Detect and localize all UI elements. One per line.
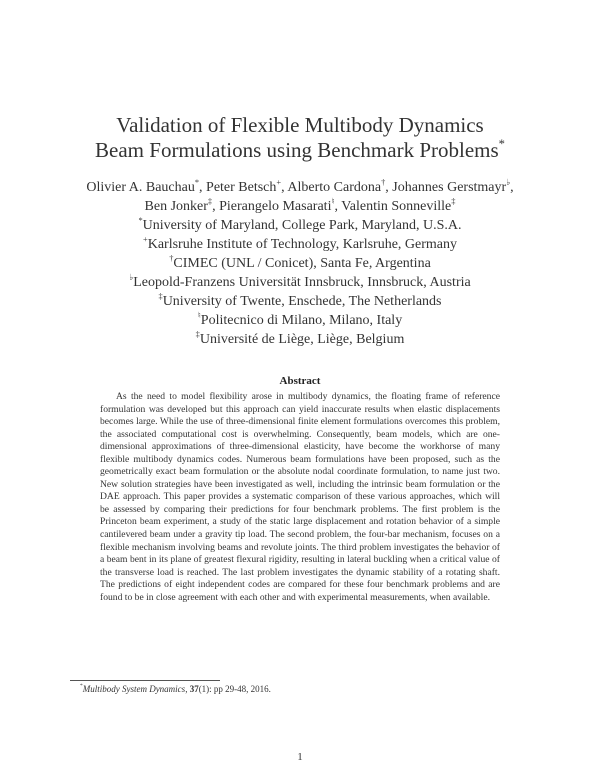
- affiliation-mark: ♮: [197, 310, 201, 320]
- author-mark: †: [381, 177, 386, 187]
- affiliation-text: Politecnico di Milano, Milano, Italy: [200, 313, 403, 328]
- affiliation: [0, 235, 600, 254]
- author-block: [0, 178, 600, 349]
- page-number: 1: [297, 751, 303, 763]
- author-separator: ,: [212, 199, 220, 214]
- author-mark: ‡: [207, 196, 213, 206]
- affiliation-mark: *: [138, 215, 143, 225]
- affiliation: [0, 292, 600, 311]
- author-separator: ,: [199, 180, 207, 195]
- affiliation-text: CIMEC (UNL / Conicet), Santa Fe, Argentina: [173, 256, 431, 271]
- footnote-separator: ,: [185, 684, 190, 694]
- affiliation-mark: ‡: [158, 291, 163, 301]
- footnote-mark: *: [80, 683, 83, 690]
- author-mark: ‡: [451, 196, 456, 206]
- footnote-rule: [70, 680, 220, 681]
- affiliation-text: Leopold-Franzens Universität Innsbruck, Innsbruck, Austria: [133, 275, 471, 290]
- author-mark: ♮: [331, 196, 335, 206]
- affiliation: [0, 216, 600, 235]
- affiliation: [0, 330, 600, 349]
- title-line-1: Validation of Flexible Multibody Dynamics: [116, 113, 484, 137]
- author-name: Pierangelo Masarati: [219, 199, 332, 214]
- author-separator: ,: [510, 180, 514, 195]
- author-name: Johannes Gerstmayr: [392, 180, 507, 195]
- title-line-2: [0, 138, 600, 163]
- author-name: Peter Betsch: [206, 180, 277, 195]
- affiliation-mark: ‡: [195, 329, 200, 339]
- author-mark: +: [276, 177, 282, 187]
- title-line-2-text: Beam Formulations using Benchmark Problems: [95, 138, 499, 162]
- footnote-pages-year: (1): pp 29-48, 2016.: [198, 684, 271, 694]
- title-footnote-mark: *: [498, 136, 505, 151]
- author-name: Olivier A. Bauchau: [86, 180, 195, 195]
- footnote: [80, 684, 271, 694]
- abstract-body: As the need to model flexibility arose in multibody dynamics, the floating frame of reference formulation was developed but this approach can yield inaccurate results when elastic displacements becomes large. While the use of three-dimensional finite element formulations overcomes this problem, the associated computational cost is overwhelming. Consequently, beam models, which are one-dimensional approximations of three-dimensional elasticity, have become the workhorse of many flexible multibody dynamics codes. Numerous beam formulations have been proposed, such as the geometrically exact beam formulation or the absolute nodal coordinate formulation, to name just two. New solution strategies have been investigated as well, including the intrinsic beam formulation or the DAE approach. This paper provides a systematic comparison of these various approaches, which will be assessed by comparing their predictions for four benchmark problems. The first problem is the Princeton beam experiment, a study of the static large displacement and rotation behavior of a simple cantilevered beam under a gravity tip load. The second problem, the four-bar mechanism, focuses on a flexible mechanism involving beams and revolute joints. The third problem investigates the behavior of a beam bent in its plane of greatest flexural rigidity, resulting in lateral buckling when a critical value of the transverse load is reached. The last problem investigates the dynamic stability of a rotating shaft. The predictions of eight independent codes are compared for these four benchmark problems and are found to be in close agreement with each other and with experimental measurements, when available.: [100, 391, 500, 603]
- author-mark: ♭: [506, 177, 511, 187]
- affiliation-mark: +: [143, 234, 148, 244]
- affiliation-text: Université de Liège, Liège, Belgium: [199, 332, 405, 347]
- affiliation: [0, 273, 600, 292]
- footnote-journal: Multibody System Dynamics: [82, 684, 186, 694]
- paper-title: [0, 113, 600, 163]
- affiliation: [0, 254, 600, 273]
- affiliation-mark: †: [169, 253, 174, 263]
- affiliation-mark: ♭: [129, 272, 134, 282]
- affiliation-text: University of Twente, Enschede, The Netherlands: [162, 294, 442, 309]
- author-separator: ,: [334, 199, 342, 214]
- author-line-2: [0, 197, 600, 216]
- author-name: Ben Jonker: [144, 199, 208, 214]
- footnote-volume: 37: [189, 684, 199, 694]
- author-separator: ,: [281, 180, 288, 195]
- author-name: Alberto Cardona: [287, 180, 382, 195]
- affiliation: [0, 311, 600, 330]
- abstract-heading: Abstract: [279, 375, 321, 387]
- author-mark: *: [194, 177, 200, 187]
- author-line-1: [0, 178, 600, 197]
- affiliation-text: University of Maryland, College Park, Maryland, U.S.A.: [142, 218, 462, 233]
- affiliation-text: Karlsruhe Institute of Technology, Karlsruhe, Germany: [147, 237, 457, 252]
- author-separator: ,: [385, 180, 393, 195]
- author-name: Valentin Sonneville: [341, 199, 452, 214]
